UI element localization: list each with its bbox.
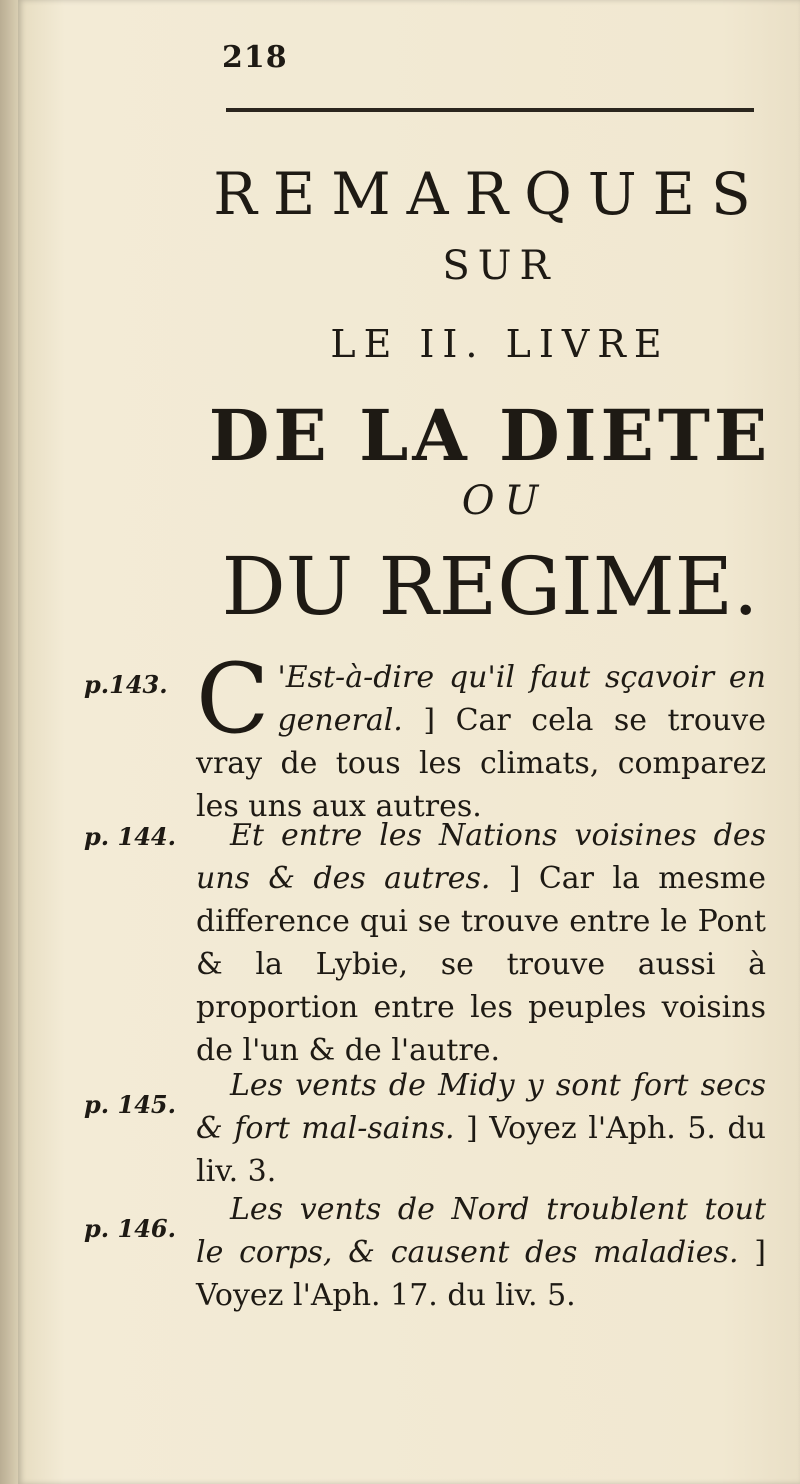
page-number: 218 xyxy=(222,40,288,75)
remark-text: ] Voyez l'Aph. 5. du liv. 3. xyxy=(196,1111,767,1189)
title-remarques: REMARQUES xyxy=(213,160,767,228)
remark-text: ] Voyez l'Aph. 17. du liv. 5. xyxy=(196,1235,766,1313)
remark-paragraph xyxy=(196,1064,766,1193)
title-regime: DU REGIME. xyxy=(221,540,759,633)
remark-lemma: Les vents de Midy y sont fort secs & fort mal-sains. xyxy=(196,1068,766,1146)
remark-paragraph xyxy=(196,1188,766,1317)
header-rule xyxy=(226,108,754,112)
remark-text: ] Car la mesme difference qui se trouve entre le Pont & la Lybie, se trouve aussi à proportion entre les peuples voisins de l'un & de l'autre. xyxy=(196,861,766,1068)
margin-reference: p.143. xyxy=(84,670,168,699)
drop-cap: C xyxy=(196,643,270,755)
title-sur: SUR xyxy=(442,243,558,289)
title-livre: LE II. LIVRE xyxy=(330,322,670,366)
remark-paragraph xyxy=(196,814,766,1072)
title-diete: DE LA DIETE xyxy=(208,394,772,477)
title-ou: OU xyxy=(461,478,549,524)
remark-lemma: Les vents de Nord troublent tout le corps, & causent des maladies. xyxy=(196,1192,766,1270)
margin-reference: p. 145. xyxy=(84,1090,176,1119)
remark-lemma: 'Est-à-dire qu'il faut sçavoir en general. xyxy=(277,660,766,738)
margin-reference: p. 144. xyxy=(84,822,176,851)
remark-paragraph xyxy=(196,643,766,828)
margin-reference: p. 146. xyxy=(84,1214,176,1243)
remark-lemma: Et entre les Nations voisines des uns & des autres. xyxy=(196,818,766,896)
remark-text: ] Car cela se trouve vray de tous les climats, comparez les uns aux autres. xyxy=(196,703,766,824)
